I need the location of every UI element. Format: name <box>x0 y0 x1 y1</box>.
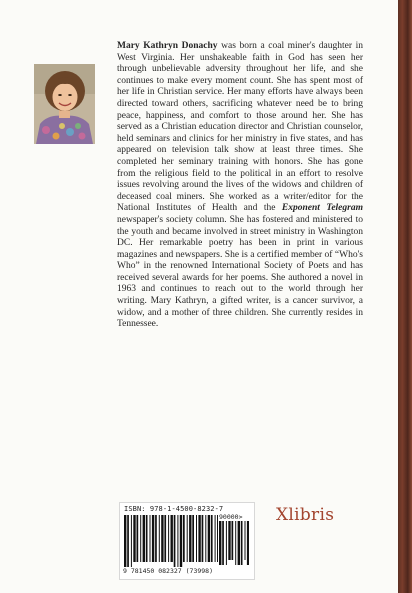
author-bio <box>117 41 363 331</box>
isbn-barcode <box>119 502 255 580</box>
bio-text-part-1: was born a coal miner's daughter in West Virginia. Her unshakeable faith in God has seen her through unbelievable adversity throughout her life, and she continues to make every moment count. She has spent most of her life in Christian service. Her many efforts have always been directed toward others, sacrificing whatever need be to bring peace, happiness, and comfort to those around her. She has served as a Christian education director and Christian counselor, held seminars and clinics for her ministry in five states, and has appeared on television talk show at least three times. She completed her seminary training with honors. She has gone from the religious field to the political in an effort to resolve issues revolving around the lives of the widows and children of deceased coal miners. She worked as a writer/editor for the National Institutes of Health and the <box>117 41 363 214</box>
barcode-digits: 9 781450 082327 (73998) <box>123 567 214 575</box>
bio-text-part-2: newspaper's society column. She has fostered and ministered to the youth and became involved in street ministry in Washington DC. Her remarkable poetry has been in print in various magazines and newspapers. She is a certified member of “Who's Who” in the renowned International Society of Poets and has received several awards for her poems. She authored a novel in 1963 and continues to reach out to the world through her writing. Mary Kathryn, a gifted writer, is a cancer survivor, a widow, and a mother of three children. She currently resides in Tennessee. <box>117 214 363 330</box>
spine-edge <box>398 0 412 593</box>
author-photo <box>34 64 95 144</box>
barcode-addon-label: 90000> <box>219 513 243 521</box>
barcode-bars <box>124 515 218 567</box>
publisher-logo: Xlibris <box>276 505 335 525</box>
publication-name: Exponent Telegram <box>281 203 363 214</box>
author-name: Mary Kathryn Donachy <box>117 41 218 51</box>
barcode-addon-bars <box>219 521 249 567</box>
isbn-label: ISBN: 978-1-4500-8232-7 <box>124 505 224 513</box>
